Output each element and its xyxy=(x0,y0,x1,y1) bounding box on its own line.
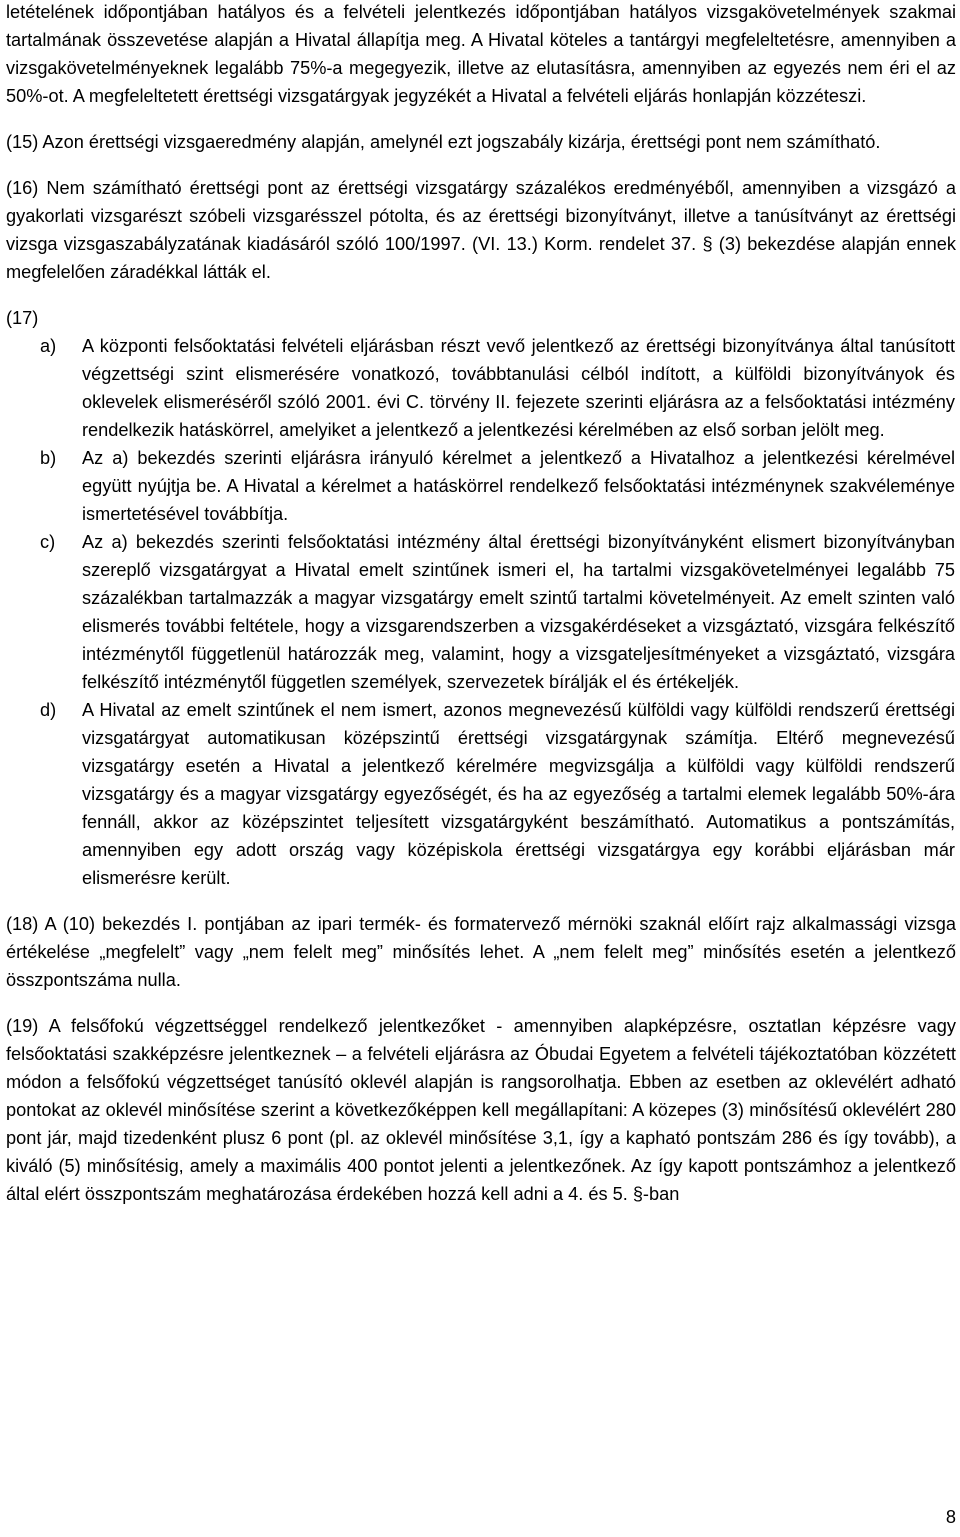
paragraph-spacer xyxy=(6,892,956,910)
paragraph-18: (18) A (10) bekezdés I. pontjában az ipari termék- és formatervező mérnöki szaknál előírt rajz alkalmassági vizsga értékelése „megfelelt” vagy „nem felelt meg” minősítés lehet. A „nem felelt meg” minősítés esetén a jelentkező összpontszáma nulla. xyxy=(6,914,956,990)
list-item-d xyxy=(6,696,956,892)
list-marker: b) xyxy=(40,448,57,468)
list-marker: c) xyxy=(40,532,56,552)
list-item-text: Az a) bekezdés szerinti eljárásra irányuló kérelmet a jelentkező a Hivatalhoz a jelentkezési kérelmével együtt nyújtja be. A Hivatal a kérelmet a hatáskörrel rendelkező felsőoktatási intézménynek szakvéleménye ismertetésével továbbítja. xyxy=(82,448,955,524)
page-number: 8 xyxy=(945,1507,956,1527)
paragraph-17-label: (17) xyxy=(6,308,39,328)
list-item-c xyxy=(6,528,956,696)
list-item-text: Az a) bekezdés szerinti felsőoktatási intézmény által érettségi bizonyítványként elismert bizonyítványban szereplő vizsgatárgyat a Hivatal emelt szintűnek ismeri el, ha tartalmi vizsgakövetelményei legalább 75 százalékban tartalmazzák a magyar vizsgatárgy emelt szintű tartalmi követelményeit. Az emelt szinten való elismerés további feltétele, hogy a vizsgarendszerben a vizsgakérdéseket a vizsgáztató, vizsgára felkészítő intézménytől függetlenül határozzák meg, valamint, hogy a vizsgateljesítményeket a vizsgáztató, vizsgára felkészítő intézménytől független személyek, szervezetek bírálják el és értékeljék. xyxy=(82,532,955,692)
list-marker: a) xyxy=(40,336,57,356)
paragraph-15: (15) Azon érettségi vizsgaeredmény alapján, amelynél ezt jogszabály kizárja, érettségi pont nem számítható. xyxy=(6,132,881,152)
list-item-a xyxy=(6,332,956,444)
paragraph-19: (19) A felsőfokú végzettséggel rendelkező jelentkezőket - amennyiben alapképzésre, osztatlan képzésre vagy felsőoktatási szakképzésre jelentkeznek – a felvételi eljárásra az Óbudai Egyetem a felvételi tájékoztatóban közzétett módon a felsőfokú végzettséget tanúsító oklevél alapján is rangsorolhatja. Ebben az esetben az oklevélért adható pontokat az oklevél minősítése szerint a következőképpen kell megállapítani: A közepes (3) minősítésű oklevélért 280 pont jár, majd tizedenként plusz 6 pont (pl. az oklevél minősítése 3,1, így a kapható pontszám 286 és így tovább), a kiváló (5) minősítésig, amely a maximális 400 pontot jelenti a jelentkezőnek. Az így kapott pontszámhoz a jelentkező által elért összpontszám meghatározása érdekében hozzá kell adni a 4. és 5. §-ban xyxy=(6,1016,956,1204)
opening-paragraph-fragment: letételének időpontjában hatályos és a felvételi jelentkezés időpontjában hatályos vizsgakövetelmények szakmai tartalmának összevetése alapján a Hivatal állapítja meg. A Hivatal köteles a tantárgyi megfeleltetésre, amennyiben a vizsgakövetelményeknek legalább 75%-a megegyezik, illetve az elutasításra, amennyiben az egyezés nem éri el az 50%-ot. A megfeleltetett érettségi vizsgatárgyak jegyzékét a Hivatal a felvételi eljárás honlapján közzéteszi. xyxy=(6,2,956,106)
list-item-text: A központi felsőoktatási felvételi eljárásban részt vevő jelentkező az érettségi bizonyítványa által tanúsított végzettségi szint elismerésére vonatkozó, továbbtanulási célból indított, a külföldi bizonyítványok és oklevelek elismeréséről szóló 2001. évi C. törvény II. fejezete szerinti eljárásra az a felsőoktatási intézmény rendelkezik hatáskörrel, amelyiket a jelentkező a jelentkezési kérelmében az első sorban jelölt meg. xyxy=(82,336,955,440)
paragraph-16: (16) Nem számítható érettségi pont az érettségi vizsgatárgy százalékos eredményéből, amennyiben a vizsgázó a gyakorlati vizsgarészt szóbeli vizsgarésszel pótolta, és az érettségi bizonyítványt, illetve a tanúsítványt az érettségi vizsga vizsgaszabályzatának kiadásáról szóló 100/1997. (VI. 13.) Korm. rendelet 37. § (3) bekezdése alapján ennek megfelelően záradékkal látták el. xyxy=(6,178,956,282)
list-item-b xyxy=(6,444,956,528)
paragraph-spacer xyxy=(6,156,956,174)
paragraph-spacer xyxy=(6,286,956,304)
paragraph-spacer xyxy=(6,994,956,1012)
list-marker: d) xyxy=(40,700,57,720)
paragraph-17 xyxy=(6,304,956,892)
document-page xyxy=(6,0,956,1208)
list-item-text: A Hivatal az emelt szintűnek el nem ismert, azonos megnevezésű külföldi vagy külföldi rendszerű érettségi vizsgatárgyat automatikusan középszintű érettségi vizsgatárgynak számítja. Eltérő megnevezésű vizsgatárgy esetén a Hivatal a jelentkező kérelmére megvizsgálja a külföldi vagy külföldi rendszerű vizsgatárgy és a magyar vizsgatárgy egyezőségét, és ha az egyezőség a tartalmi elemek legalább 50%-ára fennáll, akkor az középszintet teljesített vizsgatárgyként beszámítható. Automatikus a pontszámítás, amennyiben egy adott ország vagy középiskola érettségi vizsgatárgya egy korábbi eljárásban már elismerésre került. xyxy=(82,700,955,888)
paragraph-spacer xyxy=(6,110,956,128)
